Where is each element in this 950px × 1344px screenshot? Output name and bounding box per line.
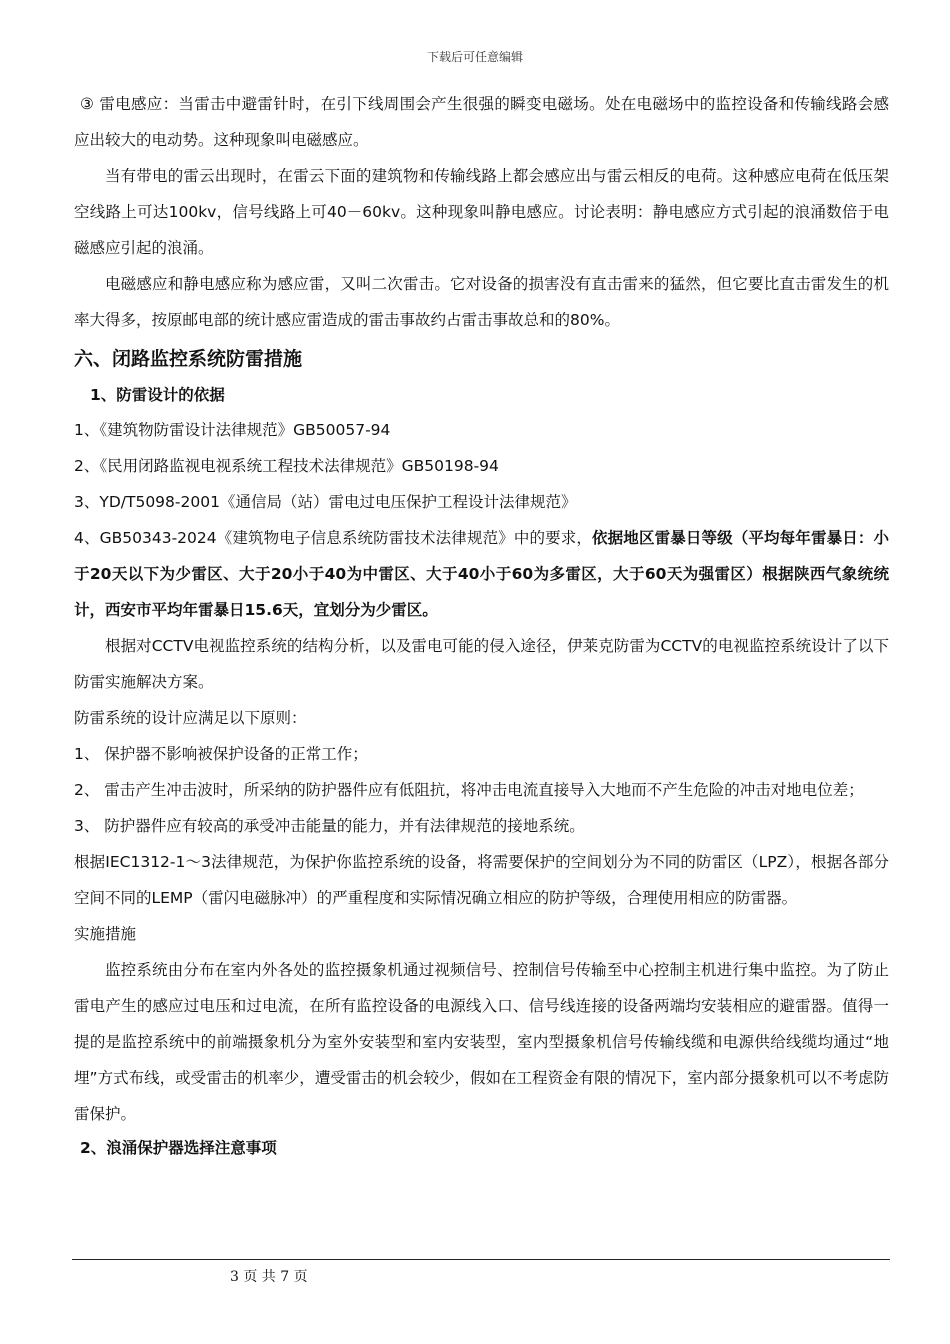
subsection-1-heading: 1、防雷设计的依据 [90,386,225,404]
paragraph-iec: 根据IEC1312-1～3法律规范，为保护你监控系统的设备，将需要保护的空间划分为不同的防雷区（LPZ），根据各部分空间不同的LEMP（雷闪电磁脉冲）的严重程度和实际情况确立相应的防护等级，合理使用相应的防雷器。 [74,853,889,907]
paragraph-cctv-analysis: 根据对CCTV电视监控系统的结构分析，以及雷电可能的侵入途径，伊莱克防雷为CCTV的电视监控系统设计了以下防雷实施解决方案。 [74,637,889,691]
reference-4-bold-text: 依据地区雷暴日等级（平均每年雷暴日：小于20天以下为少雷区、大于20小于40为中雷区、大于40小于60为多雷区，大于60天为强雷区）根据陕西气象统统计，西安市平均年雷暴日15.6天，宜划分为少雷区。 [74,529,889,619]
paragraph-static-induction: 当有带电的雷云出现时，在雷云下面的建筑物和传输线路上都会感应出与雷云相反的电荷。这种感应电荷在低压架空线路上可达100kv，信号线路上可40－60kv。这种现象叫静电感应。讨论表明：静电感应方式引起的浪涌数倍于电磁感应引起的浪涌。 [74,167,889,257]
paragraph-induced-lightning: 电磁感应和静电感应称为感应雷，又叫二次雷击。它对设备的损害没有直击雷来的猛然，但它要比直击雷发生的机率大得多，按原邮电部的统计感应雷造成的雷击事故约占雷击事故总和的80%。 [74,275,889,329]
principles-title: 防雷系统的设计应满足以下原则： [74,709,307,727]
paragraph-measures: 监控系统由分布在室内外各处的监控摄象机通过视频信号、控制信号传输至中心控制主机进行集中监控。为了防止雷电产生的感应过电压和过电流，在所有监控设备的电源线入口、信号线连接的设备两端均安装相应的避雷器。值得一提的是监控系统中的前端摄象机分为室外安装型和室内安装型，室内型摄象机信号传输线缆和电源供给线缆均通过“地埋”方式布线，或受雷击的机率少，遭受雷击的机会较少，假如在工程资金有限的情况下，室内部分摄象机可以不考虑防雷保护。 [74,961,889,1123]
page-number: 3 页 共 7 页 [230,1269,308,1285]
measures-title: 实施措施 [74,925,137,943]
subsection-2-heading: 2、浪涌保护器选择注意事项 [80,1139,277,1157]
reference-4-text: 4、GB50343-2024《建筑物电子信息系统防雷技术法律规范》中的要求， [74,529,593,547]
page-header: 下载后可任意编辑 [426,50,523,64]
paragraph-lightning-induction: ③ 雷电感应：当雷击中避雷针时，在引下线周围会产生很强的瞬变电磁场。处在电磁场中的监控设备和传输线路会感应出较大的电动势。这种现象叫电磁感应。 [74,95,889,149]
principle-item: 2、 雷击产生冲击波时，所采纳的防护器件应有低阻抗，将冲击电流直接导入大地而不产生危险的冲击对地电位差； [74,781,864,799]
document-body [74,86,889,1164]
reference-item-4 [74,520,889,628]
principle-item: 1、 保护器不影响被保护设备的正常工作； [74,745,368,763]
principle-item: 3、 防护器件应有较高的承受冲击能量的能力，并有法律规范的接地系统。 [74,817,585,835]
reference-item: 3、YD/T5098-2001《通信局（站）雷电过电压保护工程设计法律规范》 [74,493,577,511]
reference-item: 1、《建筑物防雷设计法律规范》GB50057-94 [74,421,391,439]
section-6-heading: 六、闭路监控系统防雷措施 [74,348,303,370]
reference-item: 2、《民用闭路监视电视系统工程技术法律规范》GB50198-94 [74,457,499,475]
footer-divider [72,1259,890,1260]
